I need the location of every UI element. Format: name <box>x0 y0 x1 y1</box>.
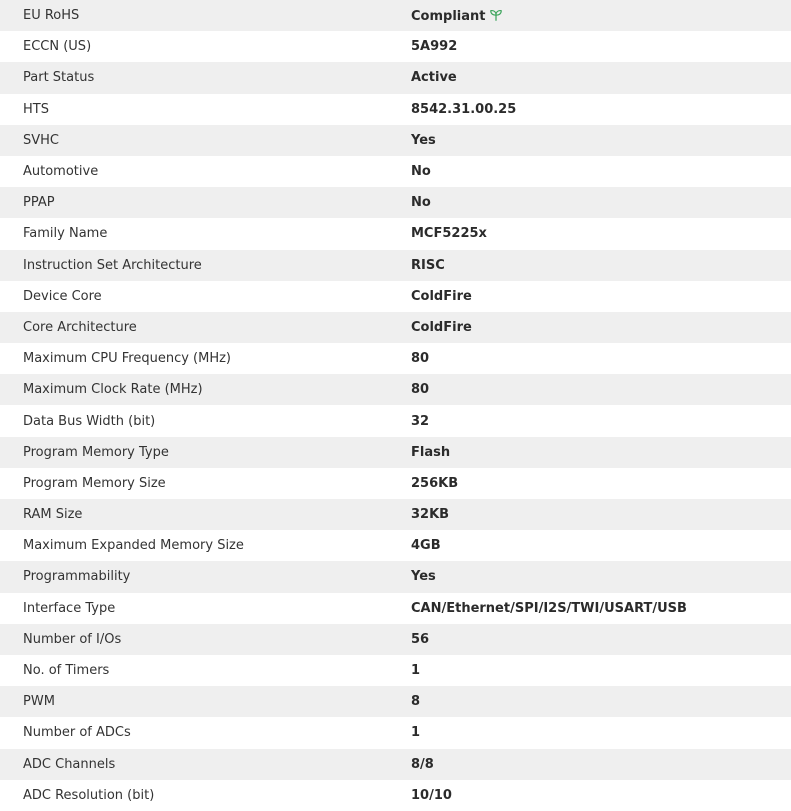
spec-row <box>0 499 791 530</box>
spec-label: Number of ADCs <box>23 725 131 741</box>
spec-label: ADC Channels <box>23 756 116 772</box>
spec-label: EU RoHS <box>23 8 80 24</box>
spec-row-eu-rohs <box>0 0 791 31</box>
spec-value: 8 <box>411 694 421 710</box>
spec-row <box>0 281 791 312</box>
spec-value: No <box>411 164 431 180</box>
spec-row <box>0 749 791 780</box>
spec-label: Maximum Expanded Memory Size <box>23 538 244 554</box>
spec-value: MCF5225x <box>411 226 487 242</box>
spec-label: Data Bus Width (bit) <box>23 413 156 429</box>
spec-row <box>0 62 791 93</box>
spec-row <box>0 780 791 811</box>
spec-value: No <box>411 195 431 211</box>
spec-label: PWM <box>23 694 55 710</box>
spec-row <box>0 655 791 686</box>
spec-row <box>0 437 791 468</box>
spec-row <box>0 156 791 187</box>
spec-row <box>0 187 791 218</box>
spec-label: PPAP <box>23 195 55 211</box>
spec-value: 256KB <box>411 475 459 491</box>
spec-row <box>0 593 791 624</box>
spec-value: Compliant <box>411 8 486 24</box>
spec-label: Maximum CPU Frequency (MHz) <box>23 351 231 367</box>
spec-label: Core Architecture <box>23 319 137 335</box>
spec-label: Maximum Clock Rate (MHz) <box>23 382 203 398</box>
spec-label: Family Name <box>23 226 108 242</box>
spec-value: CAN/Ethernet/SPI/I2S/TWI/USART/USB <box>411 600 687 616</box>
spec-label: Program Memory Size <box>23 475 166 491</box>
spec-value: Yes <box>411 569 436 585</box>
spec-label: Programmability <box>23 569 131 585</box>
spec-label: ECCN (US) <box>23 39 92 55</box>
spec-row <box>0 686 791 717</box>
spec-value-cell <box>396 0 791 31</box>
spec-row <box>0 94 791 125</box>
spec-row <box>0 530 791 561</box>
spec-row <box>0 125 791 156</box>
spec-value: Active <box>411 70 457 86</box>
spec-value: Yes <box>411 132 436 148</box>
spec-value: 1 <box>411 663 421 679</box>
spec-label: Device Core <box>23 288 102 304</box>
spec-value: ColdFire <box>411 288 472 304</box>
spec-label: Instruction Set Architecture <box>23 257 202 273</box>
spec-label: Automotive <box>23 164 99 180</box>
spec-row <box>0 218 791 249</box>
spec-row <box>0 624 791 655</box>
spec-value: 56 <box>411 631 430 647</box>
spec-value: 10/10 <box>411 787 452 803</box>
spec-row <box>0 405 791 436</box>
spec-label: Program Memory Type <box>23 444 169 460</box>
spec-value: 5A992 <box>411 39 458 55</box>
spec-label: SVHC <box>23 132 59 148</box>
spec-label: HTS <box>23 101 49 117</box>
spec-label: RAM Size <box>23 507 83 523</box>
spec-value: ColdFire <box>411 319 472 335</box>
spec-value: 1 <box>411 725 421 741</box>
spec-value: Flash <box>411 444 451 460</box>
spec-label: No. of Timers <box>23 663 110 679</box>
spec-row <box>0 31 791 62</box>
spec-value: 32KB <box>411 507 450 523</box>
spec-value: 80 <box>411 351 430 367</box>
spec-row <box>0 250 791 281</box>
spec-value: 8/8 <box>411 756 434 772</box>
spec-row <box>0 468 791 499</box>
spec-value: 80 <box>411 382 430 398</box>
spec-label: Number of I/Os <box>23 631 122 647</box>
leaf-icon <box>489 8 503 22</box>
spec-row <box>0 717 791 748</box>
spec-value: 8542.31.00.25 <box>411 101 517 117</box>
spec-value: RISC <box>411 257 445 273</box>
spec-label: ADC Resolution (bit) <box>23 787 155 803</box>
spec-row <box>0 374 791 405</box>
spec-value: 4GB <box>411 538 441 554</box>
spec-label: Part Status <box>23 70 95 86</box>
spec-row <box>0 312 791 343</box>
spec-value: 32 <box>411 413 430 429</box>
spec-row <box>0 343 791 374</box>
spec-label: Interface Type <box>23 600 116 616</box>
spec-row <box>0 561 791 592</box>
